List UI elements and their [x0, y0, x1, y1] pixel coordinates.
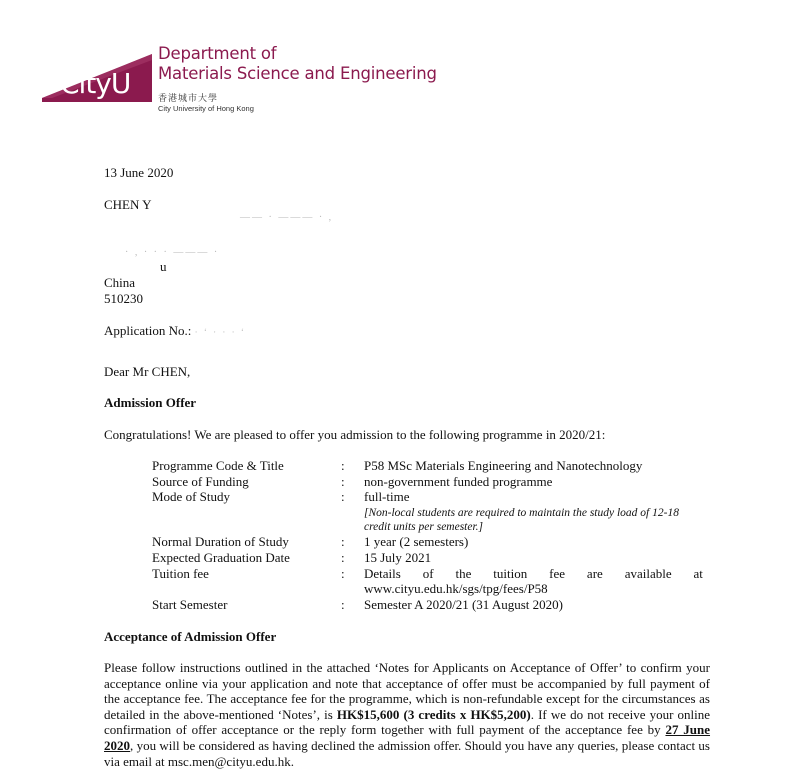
tuition-colon: : — [341, 566, 345, 581]
graduation-colon: : — [341, 550, 345, 565]
tuition-word: at — [693, 566, 703, 581]
start-semester-value: Semester A 2020/21 (31 August 2020) — [364, 597, 563, 612]
duration-value: 1 year (2 semesters) — [364, 534, 469, 549]
mode-note-line1: [Non-local students are required to maintain the study load of 12-18 — [364, 507, 679, 519]
acceptance-fee: HK$15,600 (3 credits x HK$5,200) — [336, 706, 531, 722]
tuition-url[interactable]: www.cityu.edu.hk/sgs/tpg/fees/P58 — [364, 581, 548, 596]
acceptance-text-part1: Please follow instructions outlined in the attached ‘Notes for Applicants on Acceptance of Offer’ to confirm your acceptance online via your application and note that acceptance of offer must be accompanied by full payment of the acceptance fee. The acceptance fee for the programme, which is non-refundable except for the circumstances as detailed in the above-mentioned ‘Notes’, is — [104, 660, 710, 722]
duration-colon: : — [341, 534, 345, 549]
acceptance-text-part3: , you will be considered as having declined the admission offer. Should you have any queries, please contact us via email at msc.men@cityu.edu.hk. — [104, 737, 710, 769]
offer-intro: Congratulations! We are pleased to offer you admission to the following programme in 2020/21: — [104, 427, 606, 442]
tuition-label: Tuition fee — [152, 566, 209, 581]
department-name-line2: Materials Science and Engineering — [158, 64, 437, 83]
programme-colon: : — [341, 458, 345, 473]
offer-heading: Admission Offer — [104, 395, 197, 410]
tuition-word: tuition — [493, 566, 528, 581]
department-name-line1: Department of — [158, 44, 277, 63]
tuition-word: available — [624, 566, 672, 581]
mode-label: Mode of Study — [152, 489, 230, 504]
tuition-word: the — [455, 566, 472, 581]
application-number-value: · ‘ · · · ‘ — [194, 327, 246, 337]
acceptance-paragraph — [104, 660, 710, 769]
address-line-redacted-3: u — [160, 259, 167, 274]
tuition-word: are — [586, 566, 603, 581]
application-number — [104, 323, 246, 340]
application-number-label: Application No.: — [104, 323, 192, 338]
cityu-logo — [40, 40, 152, 102]
address-line-redacted-1: —— · ——— · , — [240, 212, 334, 223]
tuition-word: Details — [364, 566, 401, 581]
mode-value: full-time — [364, 489, 410, 504]
university-chinese-name: 香港城市大學 — [158, 94, 219, 104]
acceptance-heading: Acceptance of Admission Offer — [104, 629, 277, 644]
start-semester-label: Start Semester — [152, 597, 228, 612]
logo-text: CityU — [60, 67, 131, 100]
recipient-name: CHEN Y — [104, 197, 152, 212]
tuition-word: fee — [549, 566, 566, 581]
programme-label: Programme Code & Title — [152, 458, 284, 473]
mode-colon: : — [341, 489, 345, 504]
address-country: China — [104, 275, 136, 290]
programme-value: P58 MSc Materials Engineering and Nanotechnology — [364, 458, 643, 473]
acceptance-text-part2: . If we do not receive your online confirmation of offer acceptance or the reply form together with full payment of the acceptance fee by — [104, 706, 710, 738]
acceptance-deadline: 27 June 2020 — [104, 722, 711, 753]
address-postcode: 510230 — [104, 291, 143, 306]
funding-colon: : — [341, 474, 345, 489]
funding-value: non-government funded programme — [364, 474, 553, 489]
start-semester-colon: : — [341, 597, 345, 612]
salutation: Dear Mr CHEN, — [104, 364, 191, 379]
duration-label: Normal Duration of Study — [152, 534, 289, 549]
university-english-name: City University of Hong Kong — [158, 104, 254, 113]
address-line-redacted-2: · , · · · ——— · — [125, 247, 220, 258]
letter-date: 13 June 2020 — [104, 165, 174, 180]
funding-label: Source of Funding — [152, 474, 249, 489]
tuition-details-line — [364, 566, 703, 582]
graduation-label: Expected Graduation Date — [152, 550, 290, 565]
tuition-word: of — [422, 566, 434, 581]
mode-note-line2: credit units per semester.] — [364, 521, 484, 533]
graduation-value: 15 July 2021 — [364, 550, 432, 565]
